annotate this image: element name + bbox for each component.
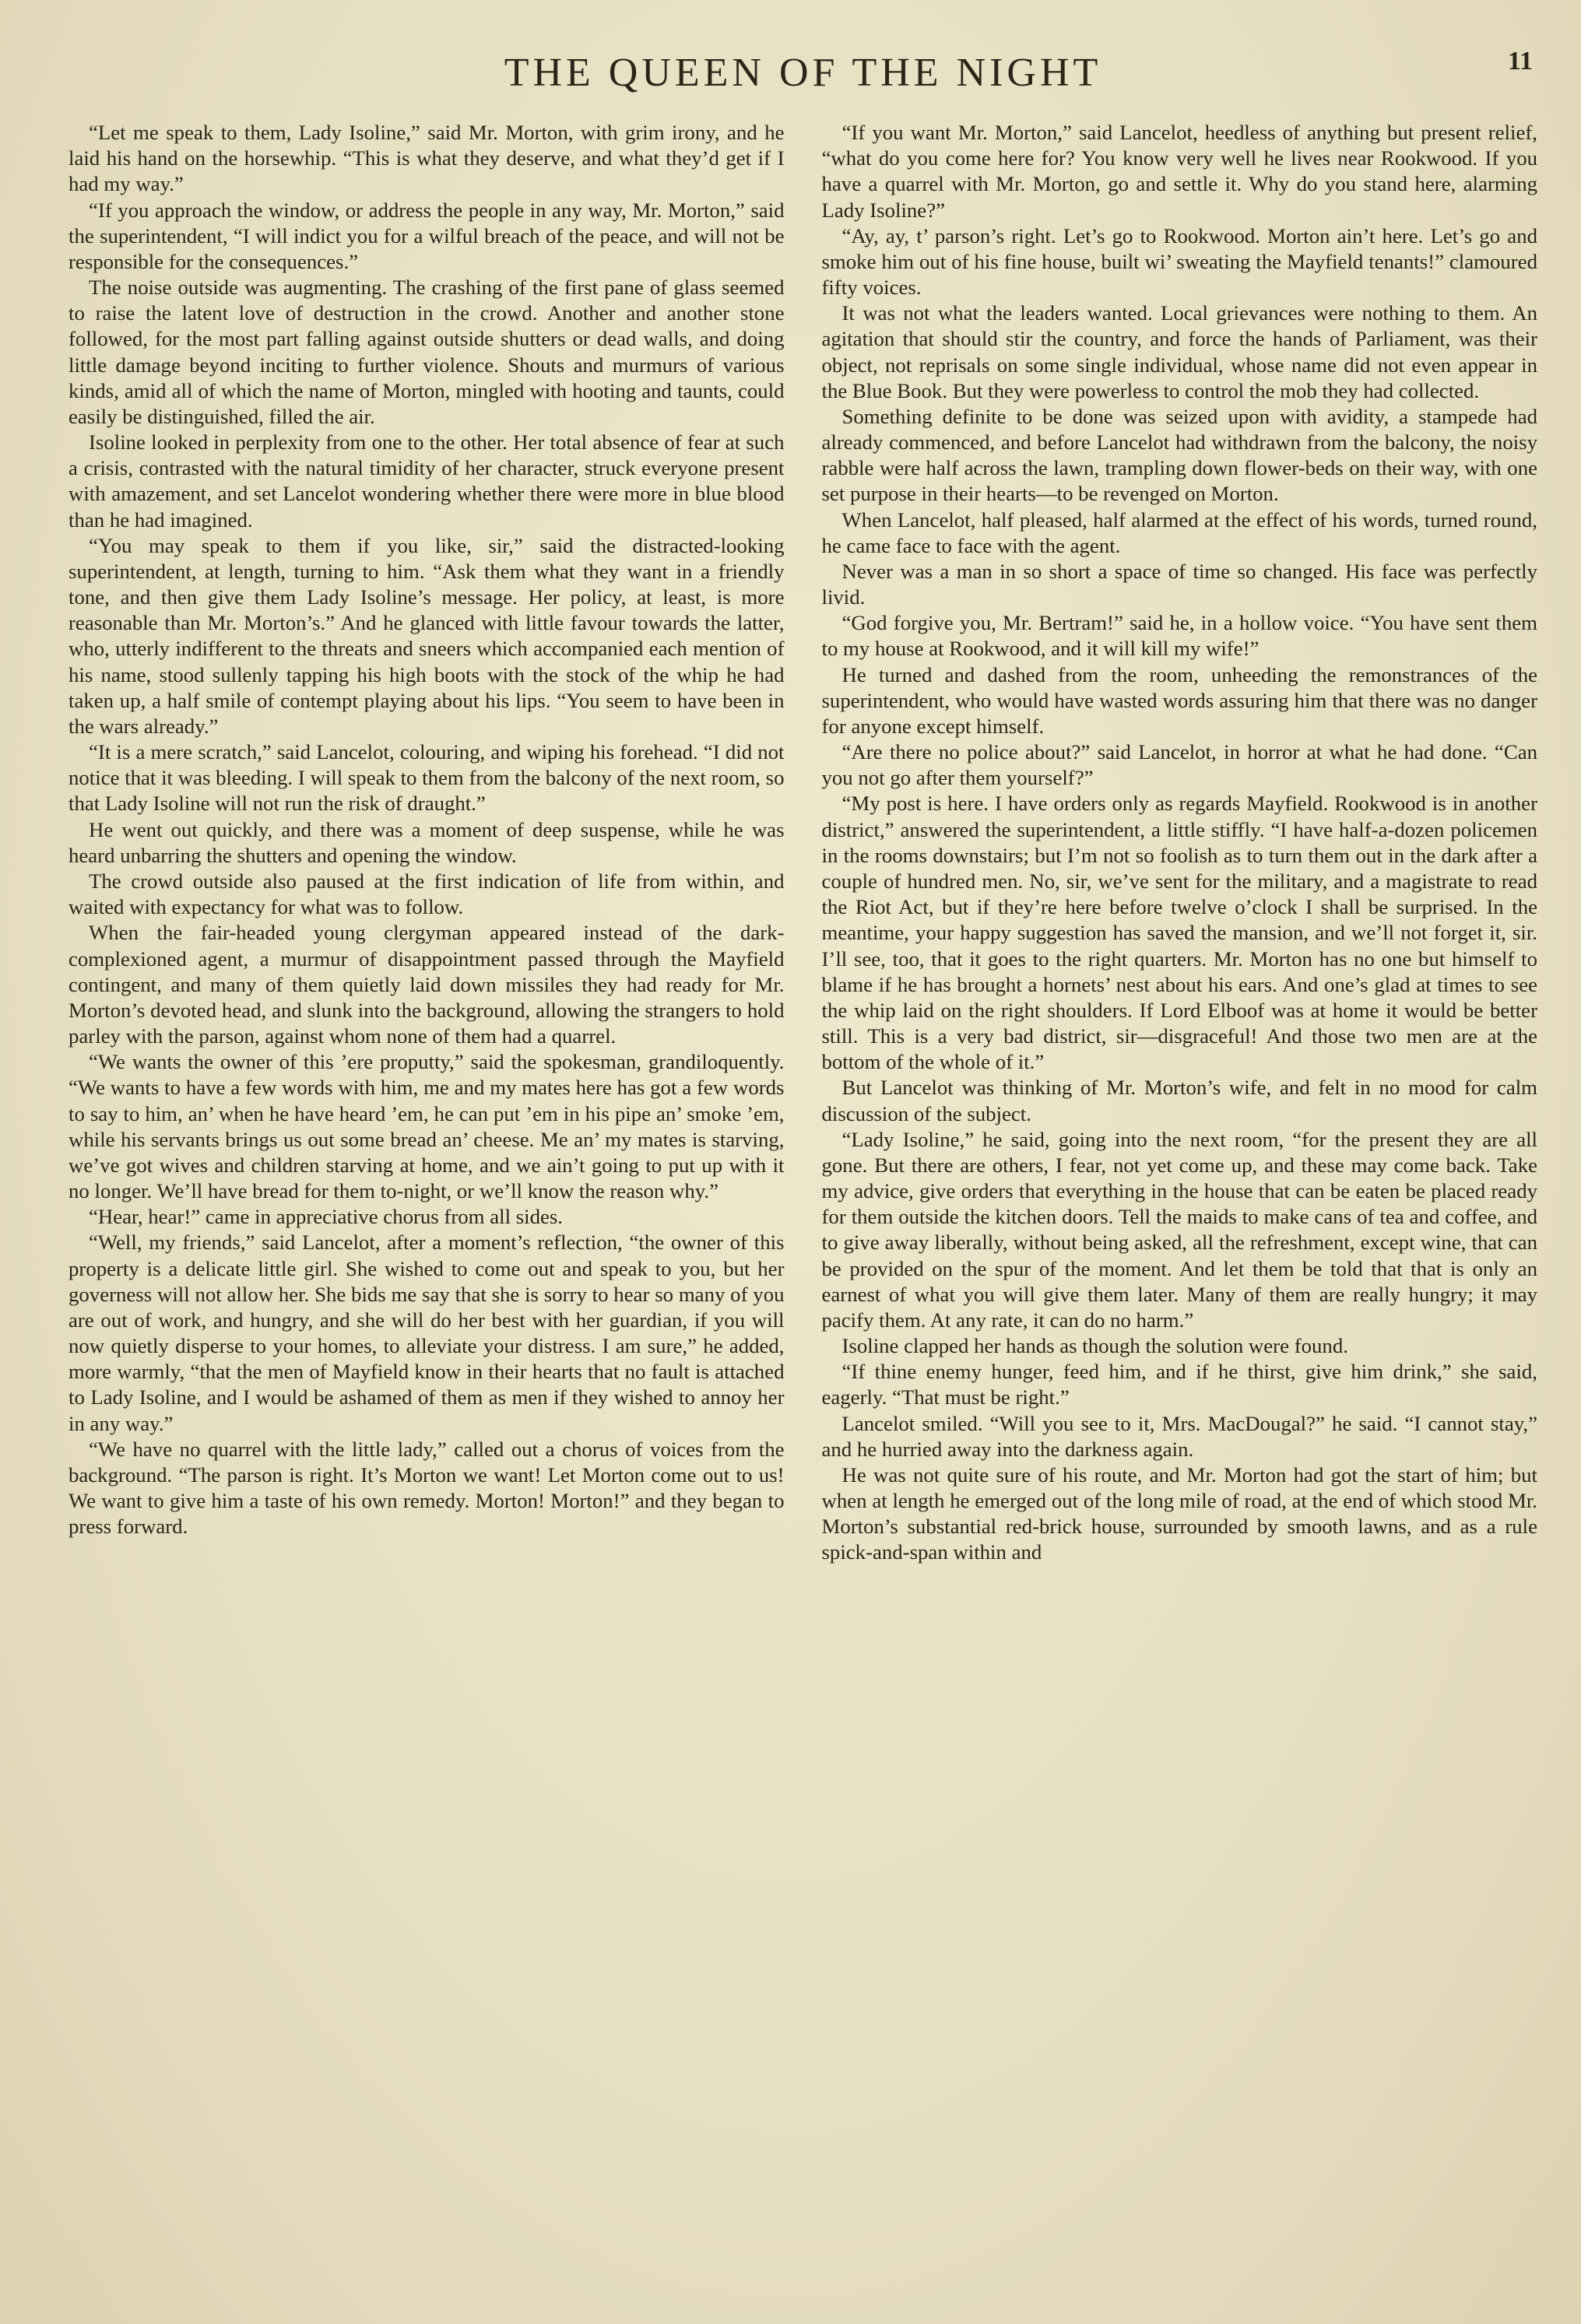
- right-column: [822, 120, 1538, 1566]
- paragraph: “We wants the owner of this ’ere proputty,” said the spokesman, grandiloquently. “We wants to have a few words with him, me and my mates here has got a few words to say to him, an’ when he have heard ’em, he can put ’em in his pipe an’ smoke ’em, while his servants brings us out some bread an’ cheese. Me an’ my mates is starving, we’ve got wives and children starving at home, and we ain’t going to put up with it no longer. We’ll have bread for them to-night, or we’ll know the reason why.”: [69, 1050, 785, 1203]
- paragraph: Never was a man in so short a space of time so changed. His face was perfectly livid.: [821, 559, 1537, 609]
- paragraph: He turned and dashed from the room, unheeding the remonstrances of the superintendent, who would have wasted words assuring him that there was no danger for anyone except himself.: [821, 662, 1537, 738]
- paragraph: The noise outside was augmenting. The crashing of the first pane of glass seemed to raise the latent love of destruction in the crowd. Another and another stone followed, for the most part falling against outside shutters or dead walls, and doing little damage beyond inciting to further violence. Shouts and murmurs of various kinds, amid all of which the name of Morton, mingled with hooting and taunts, could easily be distinguished, filled the air.: [69, 276, 785, 428]
- paragraph: He was not quite sure of his route, and Mr. Morton had got the start of him; but when at length he emerged out of the long mile of road, at the end of which stood Mr. Morton’s substantial red-brick house, surrounded by smooth lawns, and as a rule spick-and-span within and: [821, 1462, 1537, 1564]
- page-number: 11: [1507, 47, 1533, 75]
- paragraph: When Lancelot, half pleased, half alarmed at the effect of his words, turned round, he came face to face with the agent.: [821, 507, 1537, 557]
- text-columns: [69, 120, 1537, 1566]
- paragraph: “My post is here. I have orders only as regards Mayfield. Rookwood is in another district,” answered the superintendent, a little stiffly. “I have half-a-dozen policemen in the rooms downstairs; but I’m not so foolish as to turn them out in the dark after a couple of hundred men. No, sir, we’ve sent for the military, and a magistrate to read the Riot Act, but if they’re here before twelve o’clock I shall be surprised. In the meantime, your happy suggestion has saved the mansion, and we’ll not forget it, sir. I’ll see, too, that it goes to the right quarters. Mr. Morton has no one but himself to blame if he has brought a hornets’ nest about his ears. And one’s glad at times to see the whip laid on the right shoulders. If Lord Elboof was at home it would be better still. This is a very bad district, sir—disgraceful! And those two men are at the bottom of the whole of it.”: [821, 792, 1537, 1074]
- paragraph: “It is a mere scratch,” said Lancelot, colouring, and wiping his forehead. “I did not notice that it was bleeding. I will speak to them from the balcony of the next room, so that Lady Isoline will not run the risk of draught.”: [69, 740, 785, 816]
- paragraph: “Hear, hear!” came in appreciative chorus from all sides.: [89, 1205, 564, 1229]
- page-header: [69, 47, 1537, 109]
- paragraph: “God forgive you, Mr. Bertram!” said he, in a hollow voice. “You have sent them to my house at Rookwood, and it will kill my wife!”: [821, 611, 1537, 661]
- paragraph: He went out quickly, and there was a moment of deep suspense, while he was heard unbarring the shutters and opening the window.: [69, 817, 785, 867]
- paragraph: “We have no quarrel with the little lady,” called out a chorus of voices from the background. “The parson is right. It’s Morton we want! Let Morton come out to us! We want to give him a taste of his own remedy. Morton! Morton!” and they began to press forward.: [69, 1437, 785, 1539]
- paragraph: “You may speak to them if you like, sir,” said the distracted-looking superintendent, at length, turning to him. “Ask them what they want in a friendly tone, and then give them Lady Isoline’s message. Her policy, at least, is more reasonable than Mr. Morton’s.” And he glanced with little favour towards the latter, who, utterly indifferent to the threats and sneers which accompanied each mention of his name, stood sullenly tapping his high boots with the stock of the whip he had taken up, a half smile of contempt playing about his lips. “You seem to have been in the wars already.”: [69, 533, 785, 738]
- paragraph: “Are there no police about?” said Lancelot, in horror at what he had done. “Can you not go after them yourself?”: [821, 740, 1537, 790]
- paragraph: “If thine enemy hunger, feed him, and if he thirst, give him drink,” she said, eagerly. “That must be right.”: [821, 1360, 1537, 1409]
- paragraph: Lancelot smiled. “Will you see to it, Mrs. MacDougal?” he said. “I cannot stay,” and he hurried away into the darkness again.: [821, 1411, 1537, 1461]
- paragraph: “If you want Mr. Morton,” said Lancelot, heedless of anything but present relief, “what do you come here for? You know very well he lives near Rookwood. If you have a quarrel with Mr. Morton, go and settle it. Why do you stand here, alarming Lady Isoline?”: [821, 121, 1537, 222]
- paragraph: Isoline clapped her hands as though the solution were found.: [841, 1334, 1348, 1358]
- paragraph: The crowd outside also paused at the first indication of life from within, and waited with expectancy for what was to follow.: [69, 869, 785, 919]
- paragraph: But Lancelot was thinking of Mr. Morton’s wife, and felt in no mood for calm discussion of the subject.: [821, 1076, 1537, 1125]
- paragraph: Isoline looked in perplexity from one to the other. Her total absence of fear at such a crisis, contrasted with the natural timidity of her character, struck everyone present with amazement, and set Lancelot wondering whether there were more in blue blood than he had imagined.: [69, 430, 785, 532]
- left-column: [69, 120, 785, 1539]
- paragraph: “Lady Isoline,” he said, going into the next room, “for the present they are all gone. But there are others, I fear, not yet come up, and these may come back. Take my advice, give orders that everything in the house that can be eaten be placed ready for them outside the kitchen doors. Tell the maids to make cans of tea and coffee, and to give away liberally, without being asked, all the refreshment, except wine, that can be provided on the spur of the moment. And let them be told that that is only an earnest of what you will give them later. Many of them are really hungry; it may pacify them. At any rate, it can do no harm.”: [821, 1127, 1537, 1332]
- paragraph: Something definite to be done was seized upon with avidity, a stampede had already commenced, and before Lancelot had withdrawn from the balcony, the noisy rabble were half across the lawn, trampling down flower-beds on their way, with one set purpose in their hearts—to be revenged on Morton.: [821, 404, 1537, 506]
- paragraph: It was not what the leaders wanted. Local grievances were nothing to them. An agitation that should stir the country, and force the hands of Parliament, was their object, not reprisals on some single individual, whose name did not even appear in the Blue Book. But they were powerless to control the mob they had collected.: [821, 301, 1537, 402]
- paragraph: “Well, my friends,” said Lancelot, after a moment’s reflection, “the owner of this property is a delicate little girl. She wished to come out and speak to you, but her governess will not allow her. She bids me say that she is sorry to hear so many of you are out of work, and hungry, and she will do her best with her guardian, if you will now quietly disperse to your homes, to alleviate your distress. I am sure,” he added, more warmly, “that the men of Mayfield know in their hearts that no fault is attached to Lady Isoline, and I would be ashamed of them as men if they wished to annoy her in any way.”: [69, 1230, 785, 1435]
- paragraph: When the fair-headed young clergyman appeared instead of the dark-complexioned agent, a murmur of disappointment passed through the Mayfield contingent, and many of them quietly laid down missiles they had ready for Mr. Morton’s devoted head, and slunk into the background, allowing the strangers to hold parley with the parson, against whom none of them had a quarrel.: [69, 921, 785, 1048]
- paragraph: “If you approach the window, or address the people in any way, Mr. Morton,” said the superintendent, “I will indict you for a wilful breach of the peace, and will not be responsible for the consequences.”: [69, 198, 785, 273]
- paragraph: “Ay, ay, t’ parson’s right. Let’s go to Rookwood. Morton ain’t here. Let’s go and smoke him out of his fine house, built wi’ sweating the Mayfield tenants!” clamoured fifty voices.: [821, 223, 1537, 300]
- paragraph: “Let me speak to them, Lady Isoline,” said Mr. Morton, with grim irony, and he laid his hand on the horsewhip. “This is what they deserve, and what they’d get if I had my way.”: [69, 121, 785, 196]
- running-title: THE QUEEN OF THE NIGHT: [504, 51, 1102, 95]
